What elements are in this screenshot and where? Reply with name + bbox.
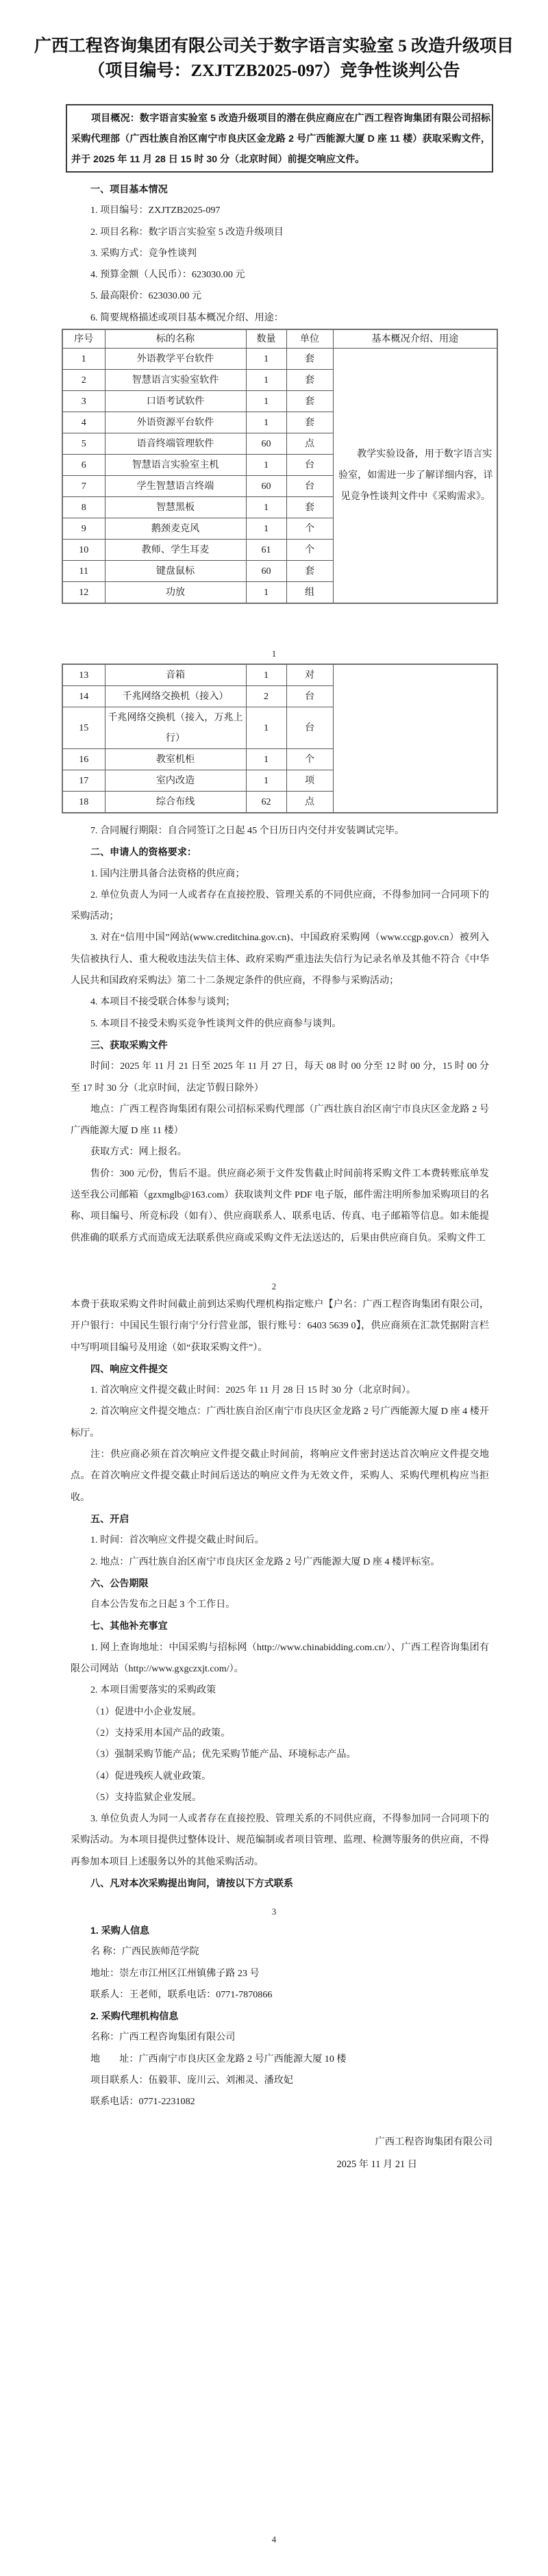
cell-qty: 1	[246, 749, 286, 770]
cell-no: 3	[62, 391, 105, 412]
para-submit-deadline: 1. 首次响应文件提交截止时间：2025 年 11 月 28 日 15 时 30 分（北京时间）。	[90, 1385, 416, 1396]
para-document-price-continued: 本费于获取采购文件时间截止前到达采购代理机构指定账户【户名：广西工程咨询集团有限公司，开户银行：中国民生银行南宁分行营业部，银行账号：6403 5639 0】，供应商须在汇款凭据附言栏中写明项目编号及用途（如“获取采购文件”）。	[71, 1299, 489, 1353]
para-agency-name: 名称：广西工程咨询集团有限公司	[90, 2032, 236, 2043]
cell-qty: 1	[246, 497, 286, 518]
cell-name: 智慧语言实验室主机	[105, 455, 246, 476]
cell-unit: 套	[286, 370, 333, 391]
heading-section-4: 四、响应文件提交	[90, 1363, 168, 1374]
table-row	[62, 349, 497, 370]
cell-qty: 1	[246, 455, 286, 476]
table-row	[62, 664, 497, 686]
signature-company: 广西工程咨询集团有限公司	[375, 2136, 493, 2147]
cell-no: 12	[62, 582, 105, 604]
items-table-page1	[62, 329, 498, 604]
page-2	[0, 661, 548, 1293]
cell-qty: 60	[246, 476, 286, 497]
page-1	[0, 0, 548, 661]
item-budget-amount: 4. 预算金额（人民币）：623030.00 元	[90, 269, 245, 281]
cell-no: 7	[62, 476, 105, 497]
para-policy-intro: 2. 本项目需要落实的采购政策	[90, 1684, 216, 1696]
para-policy-1: （1）促进中小企业发展。	[90, 1706, 202, 1717]
cell-no: 16	[62, 749, 105, 770]
cell-name: 千兆网络交换机（接入，万兆上行）	[105, 707, 246, 749]
para-qualification-5: 5. 本项目不接受未购买竞争性谈判文件的供应商参与谈判。	[90, 1018, 342, 1029]
page-3	[0, 1293, 548, 1917]
cell-name: 教师、学生耳麦	[105, 540, 246, 561]
para-online-query: 1. 网上查询地址：中国采购与招标网（http://www.chinabidding.com.cn/）、广西工程咨询集团有限公司网站（http://www.gxgczxjt.com/）。	[71, 1641, 489, 1675]
page-number-2: 2	[271, 1281, 277, 1291]
cell-no: 18	[62, 792, 105, 813]
heading-agency-info: 2. 采购代理机构信息	[90, 2010, 179, 2022]
cell-no: 9	[62, 518, 105, 540]
cell-name: 功放	[105, 582, 246, 604]
para-qualification-2: 2. 单位负责人为同一人或者存在直接控股、管理关系的不同供应商，不得参加同一合同项下的采购活动；	[71, 889, 489, 922]
cell-unit: 组	[286, 582, 333, 604]
para-purchaser-name: 名 称：广西民族师范学院	[90, 1946, 199, 1958]
page-number-3: 3	[271, 1906, 277, 1917]
para-same-leader-rule: 3. 单位负责人为同一人或者存在直接控股、管理关系的不同供应商，不得参加同一合同项下的采购活动。为本项目提供过整体设计、规范编制或者项目管理、监理、检测等服务的供应商，不得再参加本项目上述服务以外的其他采购活动。	[71, 1813, 489, 1867]
page-number-1: 1	[271, 648, 277, 659]
cell-unit: 台	[286, 476, 333, 497]
cell-merged-description: 教学实验设备，用于数字语言实验室，如需进一步了解详细内容，详见竞争性谈判文件中《采购需求》。	[333, 349, 497, 604]
heading-section-5: 五、开启	[90, 1513, 129, 1524]
cell-name: 音箱	[105, 664, 246, 686]
cell-no: 1	[62, 349, 105, 370]
para-obtain-method: 获取方式：网上报名。	[90, 1146, 187, 1158]
para-submit-note: 注：供应商必须在首次响应文件提交截止时间前，将响应文件密封送达首次响应文件提交地点。在首次响应文件提交截止时间后送达的响应文件为无效文件，采购人、采购代理机构应当拒收。	[71, 1449, 489, 1503]
signature-block	[0, 2131, 548, 2176]
heading-section-2: 二、申请人的资格要求：	[90, 846, 197, 858]
cell-name: 千兆网络交换机（接入）	[105, 686, 246, 707]
para-document-price: 售价：300 元/份，售后不退。供应商必须于文件发售截止时间前将采购文件工本费转账底单发送至我公司邮箱（gzxmglb@163.com）获取谈判文件 PDF 电子版，邮件需注明所参加采购项目的名称、项目编号、所竞标段（如有）、供应商联系人、联系电话、传真、电子邮箱等信息。如未能提供准确的联系方式而造成无法联系供应商或采购文件无法送达的，后果由供应商自负。采购文件工	[71, 1167, 489, 1243]
cell-unit: 套	[286, 349, 333, 370]
cell-qty: 1	[246, 770, 286, 792]
cell-unit: 个	[286, 749, 333, 770]
cell-no: 10	[62, 540, 105, 561]
para-policy-5: （5）支持监狱企业发展。	[90, 1791, 202, 1803]
para-obtain-time: 时间：2025 年 11 月 21 日至 2025 年 11 月 27 日，每天 08 时 00 分至 12 时 00 分，15 时 00 分至 17 时 30 分（北京时间，法定节假日除外）	[71, 1061, 489, 1094]
cell-no: 17	[62, 770, 105, 792]
cell-unit: 个	[286, 540, 333, 561]
item-project-name: 2. 项目名称：数字语言实验室 5 改造升级项目	[90, 226, 284, 238]
cell-qty: 1	[246, 349, 286, 370]
project-overview-box: 项目概况：数字语言实验室 5 改造升级项目的潜在供应商应在广西工程咨询集团有限公司招标采购代理部（广西壮族自治区南宁市良庆区金龙路 2 号广西能源大厦 D 座 11 楼）获取采购文件，并于 2025 年 11 月 28 日 15 时 30 分（北京时间）前提交响应文件。	[66, 104, 493, 173]
heading-section-3: 三、获取采购文件	[90, 1039, 168, 1050]
cell-unit: 对	[286, 664, 333, 686]
cell-unit: 台	[286, 686, 333, 707]
cell-name: 口语考试软件	[105, 391, 246, 412]
cell-unit: 台	[286, 455, 333, 476]
heading-section-8: 八、凡对本次采购提出询问，请按以下方式联系	[90, 1878, 293, 1889]
col-header-name: 标的名称	[105, 329, 246, 349]
cell-name: 外语教学平台软件	[105, 349, 246, 370]
cell-merged-description-empty	[333, 664, 497, 813]
cell-qty: 62	[246, 792, 286, 813]
item-price-ceiling: 5. 最高限价：623030.00 元	[90, 290, 202, 302]
cell-unit: 台	[286, 707, 333, 749]
para-qualification-4: 4. 本项目不接受联合体参与谈判；	[90, 996, 236, 1008]
para-open-place: 2. 地点：广西壮族自治区南宁市良庆区金龙路 2 号广西能源大厦 D 座 4 楼评标室。	[90, 1556, 440, 1567]
cell-unit: 套	[286, 561, 333, 582]
para-announcement-period: 自本公告发布之日起 3 个工作日。	[90, 1599, 236, 1611]
table-header-row	[62, 329, 497, 349]
heading-section-1: 一、项目基本情况	[90, 184, 168, 194]
cell-name: 语音终端管理软件	[105, 433, 246, 455]
col-header-qty: 数量	[246, 329, 286, 349]
para-obtain-place: 地点：广西工程咨询集团有限公司招标采购代理部（广西壮族自治区南宁市良庆区金龙路 2 号广西能源大厦 D 座 11 楼）	[71, 1103, 489, 1137]
cell-qty: 1	[246, 582, 286, 604]
title-line-1: 广西工程咨询集团有限公司关于数字语言实验室 5 改造升级项目	[34, 37, 514, 55]
cell-no: 8	[62, 497, 105, 518]
para-qualification-3: 3. 对在“信用中国”网站(www.creditchina.gov.cn)、中国政府采购网（www.ccgp.gov.cn）被列入失信被执行人、重大税收违法失信主体、政府采购严重违法失信行为记录名单及其他不符合《中华人民共和国政府采购法》第二十二条规定条件的供应商，不得参与采购活动；	[71, 932, 489, 987]
cell-qty: 60	[246, 433, 286, 455]
cell-name: 键盘鼠标	[105, 561, 246, 582]
title-line-2: （项目编号：ZXJTZB2025-097）竞争性谈判公告	[88, 62, 460, 80]
para-submit-place: 2. 首次响应文件提交地点：广西壮族自治区南宁市良庆区金龙路 2 号广西能源大厦 D 座 4 楼开标厅。	[71, 1406, 489, 1439]
cell-qty: 1	[246, 391, 286, 412]
cell-name: 智慧黑板	[105, 497, 246, 518]
signature-date: 2025 年 11 月 21 日	[336, 2158, 417, 2170]
heading-section-6: 六、公告期限	[90, 1577, 149, 1589]
para-purchaser-contact: 联系人：王老师，联系电话：0771-7870866	[90, 1988, 273, 2000]
cell-unit: 点	[286, 433, 333, 455]
cell-qty: 61	[246, 540, 286, 561]
para-qualification-1: 1. 国内注册具备合法资格的供应商；	[90, 868, 245, 879]
para-contract-period: 7. 合同履行期限：自合同签订之日起 45 个日历日内交付并安装调试完毕。	[90, 825, 405, 836]
cell-unit: 个	[286, 518, 333, 540]
col-header-desc: 基本概况介绍、用途	[333, 329, 497, 349]
items-table-page2	[62, 664, 498, 813]
para-open-time: 1. 时间：首次响应文件提交截止时间后。	[90, 1535, 264, 1546]
para-purchaser-address: 地址：崇左市江州区江州镇佛子路 23 号	[90, 1967, 260, 1979]
cell-no: 6	[62, 455, 105, 476]
cell-unit: 套	[286, 497, 333, 518]
cell-no: 5	[62, 433, 105, 455]
cell-name: 教室机柜	[105, 749, 246, 770]
cell-no: 2	[62, 370, 105, 391]
cell-name: 鹅颈麦克风	[105, 518, 246, 540]
cell-no: 13	[62, 664, 105, 686]
item-project-number: 1. 项目编号：ZXJTZB2025-097	[90, 205, 221, 216]
cell-name: 综合布线	[105, 792, 246, 813]
para-agency-contacts: 项目联系人：伍毅菲、庞川云、刘湘灵、潘玫妃	[90, 2075, 293, 2086]
para-agency-phone: 联系电话：0771-2231082	[90, 2096, 195, 2108]
page-4	[0, 1917, 548, 2576]
cell-qty: 2	[246, 686, 286, 707]
item-spec-intro: 6. 简要规格描述或项目基本概况介绍、用途：	[90, 312, 284, 323]
cell-qty: 1	[246, 707, 286, 749]
cell-no: 14	[62, 686, 105, 707]
col-header-no: 序号	[62, 329, 105, 349]
cell-qty: 1	[246, 664, 286, 686]
para-policy-4: （4）促进残疾人就业政策。	[90, 1770, 212, 1782]
cell-unit: 套	[286, 391, 333, 412]
cell-name: 外语资源平台软件	[105, 412, 246, 433]
cell-qty: 1	[246, 518, 286, 540]
para-policy-3: （3）强制采购节能产品；优先采购节能产品、环境标志产品。	[90, 1749, 356, 1760]
cell-no: 4	[62, 412, 105, 433]
document-title	[27, 34, 521, 84]
cell-no: 15	[62, 707, 105, 749]
cell-unit: 点	[286, 792, 333, 813]
heading-section-7: 七、其他补充事宜	[90, 1620, 168, 1632]
cell-qty: 1	[246, 412, 286, 433]
cell-qty: 1	[246, 370, 286, 391]
cell-unit: 套	[286, 412, 333, 433]
item-procurement-method: 3. 采购方式：竞争性谈判	[90, 247, 197, 259]
page-number-4: 4	[271, 2534, 277, 2545]
cell-name: 智慧语言实验室软件	[105, 370, 246, 391]
para-agency-address: 地 址：广西南宁市良庆区金龙路 2 号广西能源大厦 10 楼	[90, 2053, 347, 2064]
col-header-unit: 单位	[286, 329, 333, 349]
para-policy-2: （2）支持采用本国产品的政策。	[90, 1727, 231, 1739]
cell-qty: 60	[246, 561, 286, 582]
cell-unit: 项	[286, 770, 333, 792]
cell-name: 室内改造	[105, 770, 246, 792]
cell-name: 学生智慧语言终端	[105, 476, 246, 497]
cell-no: 11	[62, 561, 105, 582]
heading-purchaser-info: 1. 采购人信息	[90, 1925, 150, 1936]
